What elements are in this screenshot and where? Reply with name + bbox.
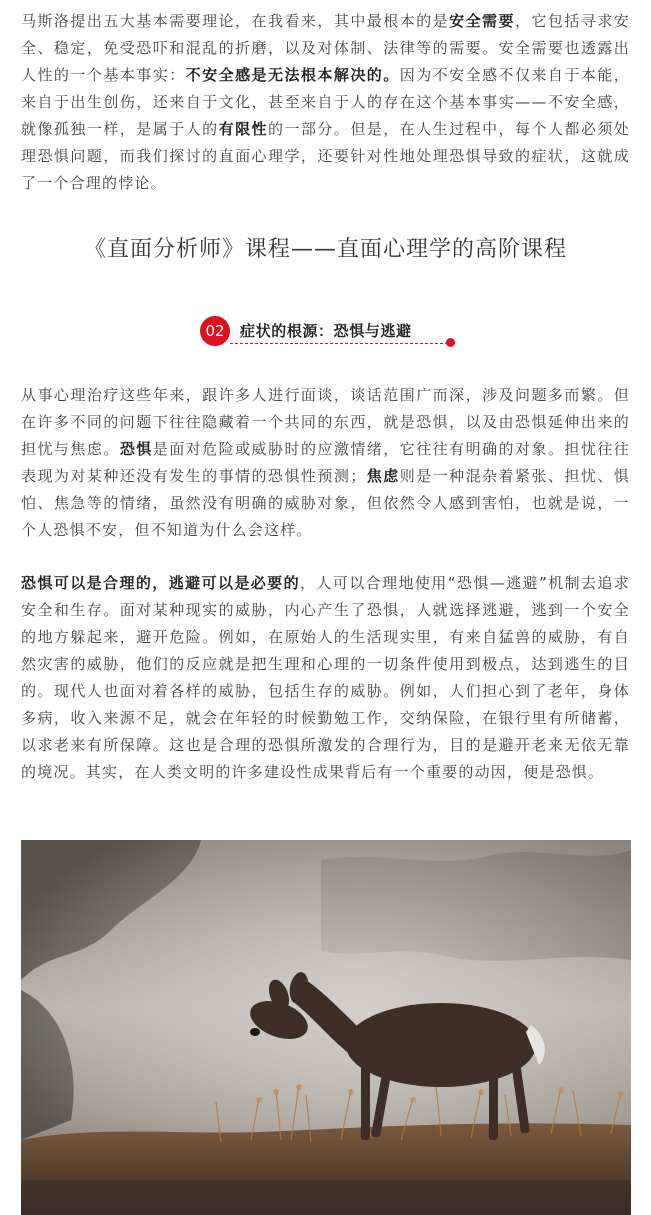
fear-text-1: 从事心理治疗这些年来，跟许多人进行面谈，谈话范围广而深，涉及问题多而繁。但在许多不同的问题下往往隐藏着一个共同的东西，就是恐惧，以及由恐惧延伸出来的担忧与焦虑。 (21, 386, 630, 458)
escape-paragraph (21, 570, 630, 786)
section-heading (200, 316, 460, 350)
section-number-badge: 02 (200, 316, 230, 346)
section-title: 症状的根源：恐惧与逃避 (240, 322, 412, 340)
deer-illustration (21, 840, 631, 1215)
fear-bold-fear: 恐惧 (119, 440, 153, 458)
intro-text-3: 因为不安全感不仅来自于本能，来自于出生创伤，还来自于文化，甚至来自于人的存在这个基本事实——不安全感，就像孤独一样，是属于人的 (21, 66, 630, 138)
fear-text-3: 则是一种混杂着紧张、担忧、惧怕、焦急等的情绪，虽然没有明确的威胁对象，但依然令人感到害怕，也就是说，一个人恐惧不安，但不知道为什么会这样。 (21, 467, 630, 539)
fear-text-2: 是面对危险或威胁时的应激情绪，它往往有明确的对象。担忧往往表现为对某种还没有发生的事情的恐惧性预测； (21, 440, 631, 485)
intro-text-1: 马斯洛提出五大基本需要理论，在我看来，其中最根本的是 (21, 12, 450, 30)
deer-photo (21, 840, 631, 1215)
fear-bold-anxiety: 焦虑 (366, 467, 400, 485)
intro-bold-insecurity: 不安全感是无法根本解决的。 (185, 66, 400, 84)
intro-bold-finitude: 有限性 (218, 120, 269, 138)
escape-bold-lead: 恐惧可以是合理的，逃避可以是必要的 (21, 574, 301, 592)
intro-text-4: 的一部分。但是，在人生过程中，每个人都必须处理恐惧问题，而我们探讨的直面心理学，还要针对性地处理恐惧导致的症状，这就成了一个合理的悖论。 (21, 120, 631, 192)
course-title: 《直面分析师》课程——直面心理学的高阶课程 (83, 237, 567, 262)
section-end-dot (446, 338, 455, 347)
section-dashed-underline (230, 343, 448, 344)
fear-paragraph (21, 382, 630, 544)
intro-bold-safety-need: 安全需要 (449, 12, 515, 30)
intro-text-2: ，它包括寻求安全、稳定，免受恐吓和混乱的折磨，以及对体制、法律等的需要。安全需要也透露出人性的一个基本事实： (21, 12, 630, 84)
escape-text-1: ，人可以合理地使用“恐惧—逃避”机制去追求安全和生存。面对某种现实的威胁，内心产生了恐惧，人就选择逃避，逃到一个安全的地方躲起来，避开危险。例如，在原始人的生活现实里，有来自猛兽的威胁，有自然灾害的威胁，他们的反应就是把生理和心理的一切条件使用到极点，达到逃生的目的。现代人也面对着各样的威胁，包括生存的威胁。例如，人们担心到了老年，身体多病，收入来源不足，就会在年轻的时候勤勉工作，交纳保险，在银行里有所储蓄，以求老来有所保障。这也是合理的恐惧所激发的合理行为，目的是避开老来无依无靠的境况。其实，在人类文明的许多建设性成果背后有一个重要的动因，便是恐惧。 (21, 574, 630, 781)
intro-paragraph (21, 8, 630, 197)
